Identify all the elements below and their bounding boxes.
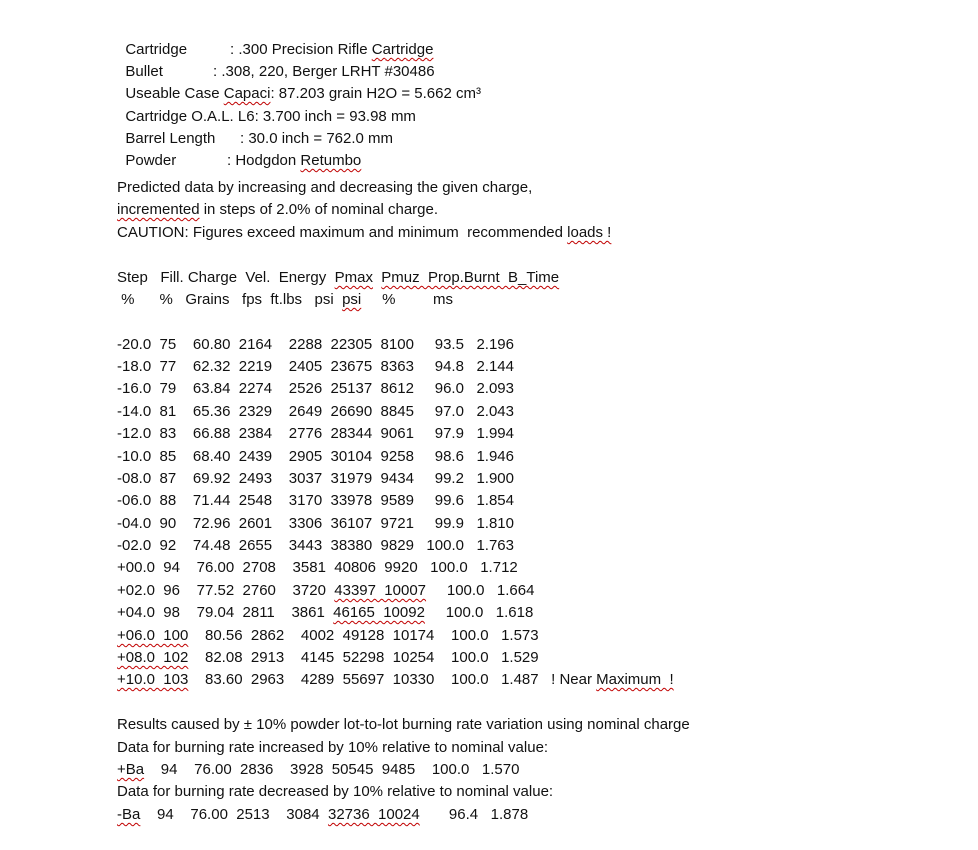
table-row: -06.0 88 71.44 2548 3170 33978 9589 99.6 1.854 [117, 492, 514, 509]
case-capacity-line: Useable Case Capaci: 87.203 grain H2O = 5.662 cm³ [125, 85, 481, 102]
results-row-increased: +Ba 94 76.00 2836 3928 50545 9485 100.0 1.570 [117, 761, 520, 778]
caution-line: CAUTION: Figures exceed maximum and minimum recommended loads ! [117, 224, 612, 241]
table-row: +08.0 102 82.08 2913 4145 52298 10254 100.0 1.529 [117, 649, 539, 666]
barrel-length-line: Barrel Length : 30.0 inch = 762.0 mm [125, 130, 394, 147]
table-row: -18.0 77 62.32 2219 2405 23675 8363 94.8 2.144 [117, 358, 514, 375]
table-row: -14.0 81 65.36 2329 2649 26690 8845 97.0 2.043 [117, 403, 514, 420]
notes-line-2: incremented in steps of 2.0% of nominal charge. [117, 201, 439, 218]
results-row-decreased: -Ba 94 76.00 2513 3084 32736 10024 96.4 1.878 [117, 806, 529, 823]
powder-line: Powder : Hodgdon Retumbo [125, 152, 362, 169]
notes-line-1: Predicted data by increasing and decreasing the given charge, [117, 179, 533, 196]
table-row: -02.0 92 74.48 2655 3443 38380 9829 100.0 1.763 [117, 537, 514, 554]
cartridge-label: Cartridge [125, 41, 188, 58]
table-row: -08.0 87 69.92 2493 3037 31979 9434 99.2 1.900 [117, 470, 514, 487]
table-row: +00.0 94 76.00 2708 3581 40806 9920 100.0 1.712 [117, 559, 518, 576]
table-row: +04.0 98 79.04 2811 3861 46165 10092 100.0 1.618 [117, 604, 534, 621]
bullet-label: Bullet [125, 63, 163, 80]
cartridge-value: : .300 Precision Rifle Cartridge [230, 41, 434, 58]
table-header-row-1: Step Fill. Charge Vel. Energy Pmax Pmuz Prop.Burnt B_Time [117, 269, 560, 286]
table-row: -04.0 90 72.96 2601 3306 36107 9721 99.9 1.810 [117, 515, 514, 532]
bullet-value: : .308, 220, Berger LRHT #30486 [213, 63, 435, 80]
table-header-row-2: % % Grains fps ft.lbs psi psi % ms [117, 291, 453, 308]
table-row: -12.0 83 66.88 2384 2776 28344 9061 97.9 1.994 [117, 425, 514, 442]
table-row: -10.0 85 68.40 2439 2905 30104 9258 98.6 1.946 [117, 448, 514, 465]
results-line-4: Data for burning rate decreased by 10% relative to nominal value: [117, 783, 554, 800]
results-line-1: Results caused by ± 10% powder lot-to-lot burning rate variation using nominal charge [117, 716, 690, 733]
table-row: +06.0 100 80.56 2862 4002 49128 10174 100.0 1.573 [117, 627, 539, 644]
table-row: -16.0 79 63.84 2274 2526 25137 8612 96.0 2.093 [117, 380, 514, 397]
table-row: +02.0 96 77.52 2760 3720 43397 10007 100.0 1.664 [117, 582, 535, 599]
results-line-2: Data for burning rate increased by 10% relative to nominal value: [117, 739, 549, 756]
table-row: +10.0 103 83.60 2963 4289 55697 10330 100.0 1.487 ! Near Maximum ! [117, 671, 674, 688]
table-row: -20.0 75 60.80 2164 2288 22305 8100 93.5 2.196 [117, 336, 514, 353]
oal-line: Cartridge O.A.L. L6: 3.700 inch = 93.98 mm [125, 108, 416, 125]
